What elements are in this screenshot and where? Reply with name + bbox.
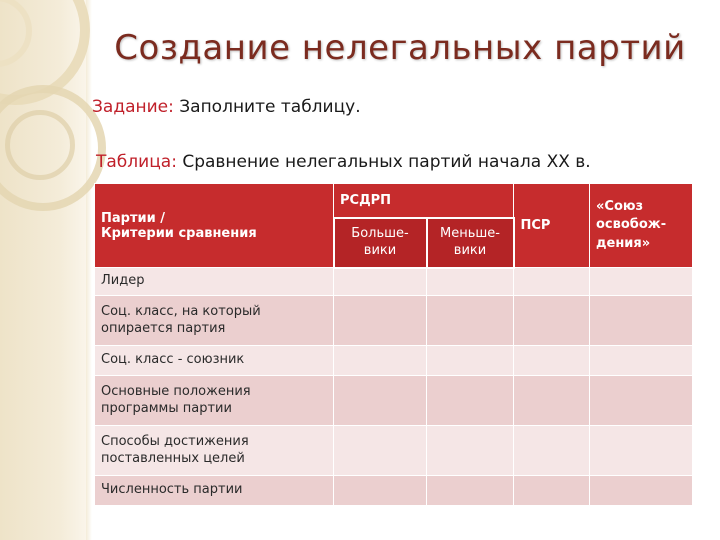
comparison-table [94,183,693,506]
row-label-social-class: Соц. класс, на который опирается партия [95,296,334,346]
table-cell[interactable] [334,426,427,476]
header-bolsheviks: Больше- вики [334,218,427,268]
table-cell[interactable] [427,476,514,506]
table-cell[interactable] [514,346,590,376]
row-label-membership: Численность партии [95,476,334,506]
table-cell[interactable] [514,426,590,476]
header-psr: ПСР [514,184,590,268]
table-caption-text: Сравнение нелегальных партий начала XX в. [176,152,591,172]
table-cell[interactable] [514,476,590,506]
table-caption [96,152,591,172]
table-cell[interactable] [514,268,590,296]
decorative-ring [5,110,75,180]
side-decoration-edge [86,0,92,540]
table-cell[interactable] [590,476,693,506]
table-cell[interactable] [334,268,427,296]
header-rsdrp: РСДРП [334,184,514,218]
table-corner-header [95,184,334,268]
table-cell[interactable] [590,268,693,296]
task-line [92,97,361,117]
table-cell[interactable] [334,476,427,506]
table-caption-label: Таблица: [96,152,177,172]
table-cell[interactable] [334,346,427,376]
table-cell[interactable] [590,426,693,476]
table-row [95,376,693,426]
task-text: Заполните таблицу. [173,97,361,117]
header-mensheviks: Меньше- вики [427,218,514,268]
table-cell[interactable] [514,296,590,346]
row-label-ally-class: Соц. класс - союзник [95,346,334,376]
table-row [95,476,693,506]
corner-line-2: Критерии сравнения [101,225,257,241]
table-cell[interactable] [427,376,514,426]
table-cell[interactable] [514,376,590,426]
header-soyuz: «Союз освобож- дения» [590,184,693,268]
row-label-methods: Способы достижения поставленных целей [95,426,334,476]
row-label-program: Основные положения программы партии [95,376,334,426]
table-cell[interactable] [427,426,514,476]
table-row [95,426,693,476]
corner-line-1: Партии / [101,210,165,226]
slide-title: Создание нелегальных партий [114,28,686,68]
table-cell[interactable] [590,346,693,376]
table-cell[interactable] [427,346,514,376]
table-row [95,346,693,376]
table-cell[interactable] [427,268,514,296]
table-cell[interactable] [590,296,693,346]
table-cell[interactable] [334,376,427,426]
table-cell[interactable] [334,296,427,346]
table-row [95,268,693,296]
row-label-leader: Лидер [95,268,334,296]
table-row [95,296,693,346]
table-cell[interactable] [590,376,693,426]
table-cell[interactable] [427,296,514,346]
task-label: Задание: [92,97,174,117]
